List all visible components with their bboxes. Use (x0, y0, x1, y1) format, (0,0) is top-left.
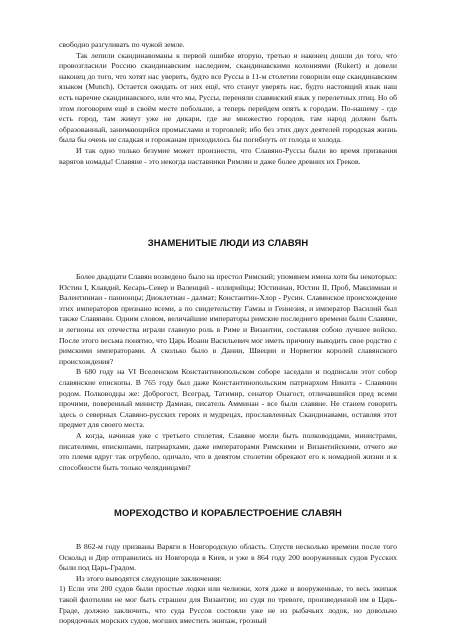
heading-seafaring: МОРЕХОДСТВО И КОРАБЛЕСТРОЕНИЕ СЛАВЯН (114, 507, 342, 518)
paragraph-9: 1) Если эти 200 судов были простые лодки или челноки, хотя даже и вооруженные, то весь экипаж такой флотилии не мог быть страшен для Византии; но судя по тревоге, произведенной им в Царь-Граде, должно заключить, что суда Руссов состояли уже не из рыбачьих лодок, но довольно порядочных морских судов, могших вместить экипаж, грозный (59, 584, 397, 626)
paragraph-4: Более двадцати Славян возведено было на престол Римский; упомянем имена хотя бы некоторых: Юстин I, Клавдий, Кесарь-Север и Валенций - иллирийцы; Юстиниан, Юстин II, Проб, Максимиан и Валентиниан - паннонцы; Диоклетиан - далмат; Константин-Хлор - Русин. Славянское происхождение этих императоров признано всеми, а по свидетельству Гамзы и Геннезия, и император Василий был также Славянин. Одним словом, величайшие императоры римские последнего времени были Славяне, и легионы их отечества играли главную роль в Риме и Византии, составляя собою лучшее войско. После этого весьма понятно, что Царь Иоанн Васильевич мог иметь причину выводить свое родство с римскими императорами. А сколько было в Дании, Швеции и Норвегии королей славянского происхождения? (59, 272, 397, 366)
section-famous-people (59, 272, 397, 473)
paragraph-8: Из этого выводятся следующие заключения: (76, 573, 222, 583)
section-seafaring (59, 542, 397, 627)
paragraph-5: В 680 году на VI Вселенском Константинопольском соборе заседали и подписали этот собор славянские епископы. В 765 году был даже Константинопольским патриархом Никита - Славянин родом. Полководцы же: Доброгост, Всеград, Татимир, сенатор Онагост, отличавшийся пред всеми прочими, поверенный министр Дамиан, писатель Амминан - все были славяне. Не станем говорить здесь о северных Славяно-русских героях и мудрецах, прославленных Скандинавами, оставляя этот предмет для своего места. (59, 367, 397, 430)
section-continued-text (59, 40, 397, 167)
paragraph-3: И так одно только безумие может произнести, что Славяно-Руссы были во время призвания варягов номады! Славяне - это некогда наставники Римлян и даже более древних их Греков. (59, 145, 397, 166)
paragraph-2: Так лепили скандинавоманы к первой ошибке вторую, третью и наконец дошли до того, что провозгласили Россию скандинавским наследием, скандинавскими колониями (Rukert) и довели наконец до того, что хотят нас уверить, будто все Руссы в 11-м столетии говорили еще скандинавским языком (Munch). Остается ожидать от них ещё, что станут уверять нас, будто настоящий язык наш есть наречие скандинавского, или что мы, Руссы, переняли славянский язык у перелетных птиц. Но об этом поговорим ещё в своём месте побольше, а теперь перейдем опять к городам. По-нашему - где есть город, там живут уже не дикари, где же множество городов, там народ должен быть образованный, занимающийся промыслами и торговлей; ибо без этих двух деятелей городская жизнь была бы очень не сладкая и горожанам приходилось бы погибнуть от голода и холода. (59, 50, 397, 145)
heading-famous-people: ЗНАМЕНИТЫЕ ЛЮДИ ИЗ СЛАВЯН (147, 237, 309, 248)
paragraph-6: А когда, начиная уже с третьего столетия, Славяне могли быть полководцами, министрами, писателями, епископами, патриархами, даже императорами Римскими и Византийскими, отчего же это племя вдруг так огрубело, одичало, что в девятом столетии обрекают его к номадной жизни и к способности быть только челядинцами? (59, 430, 397, 472)
paragraph-1: свободно разгуливать по чужой земле. (59, 40, 185, 49)
paragraph-7: В 862-м году призваны Варяги в Новгородскую область. Спустя несколько времени после того Оскольд и Дир отправились из Новгорода в Киев, и уже в 864 году 200 вооруженных судов Русских были под Царь-Градом. (59, 542, 397, 573)
